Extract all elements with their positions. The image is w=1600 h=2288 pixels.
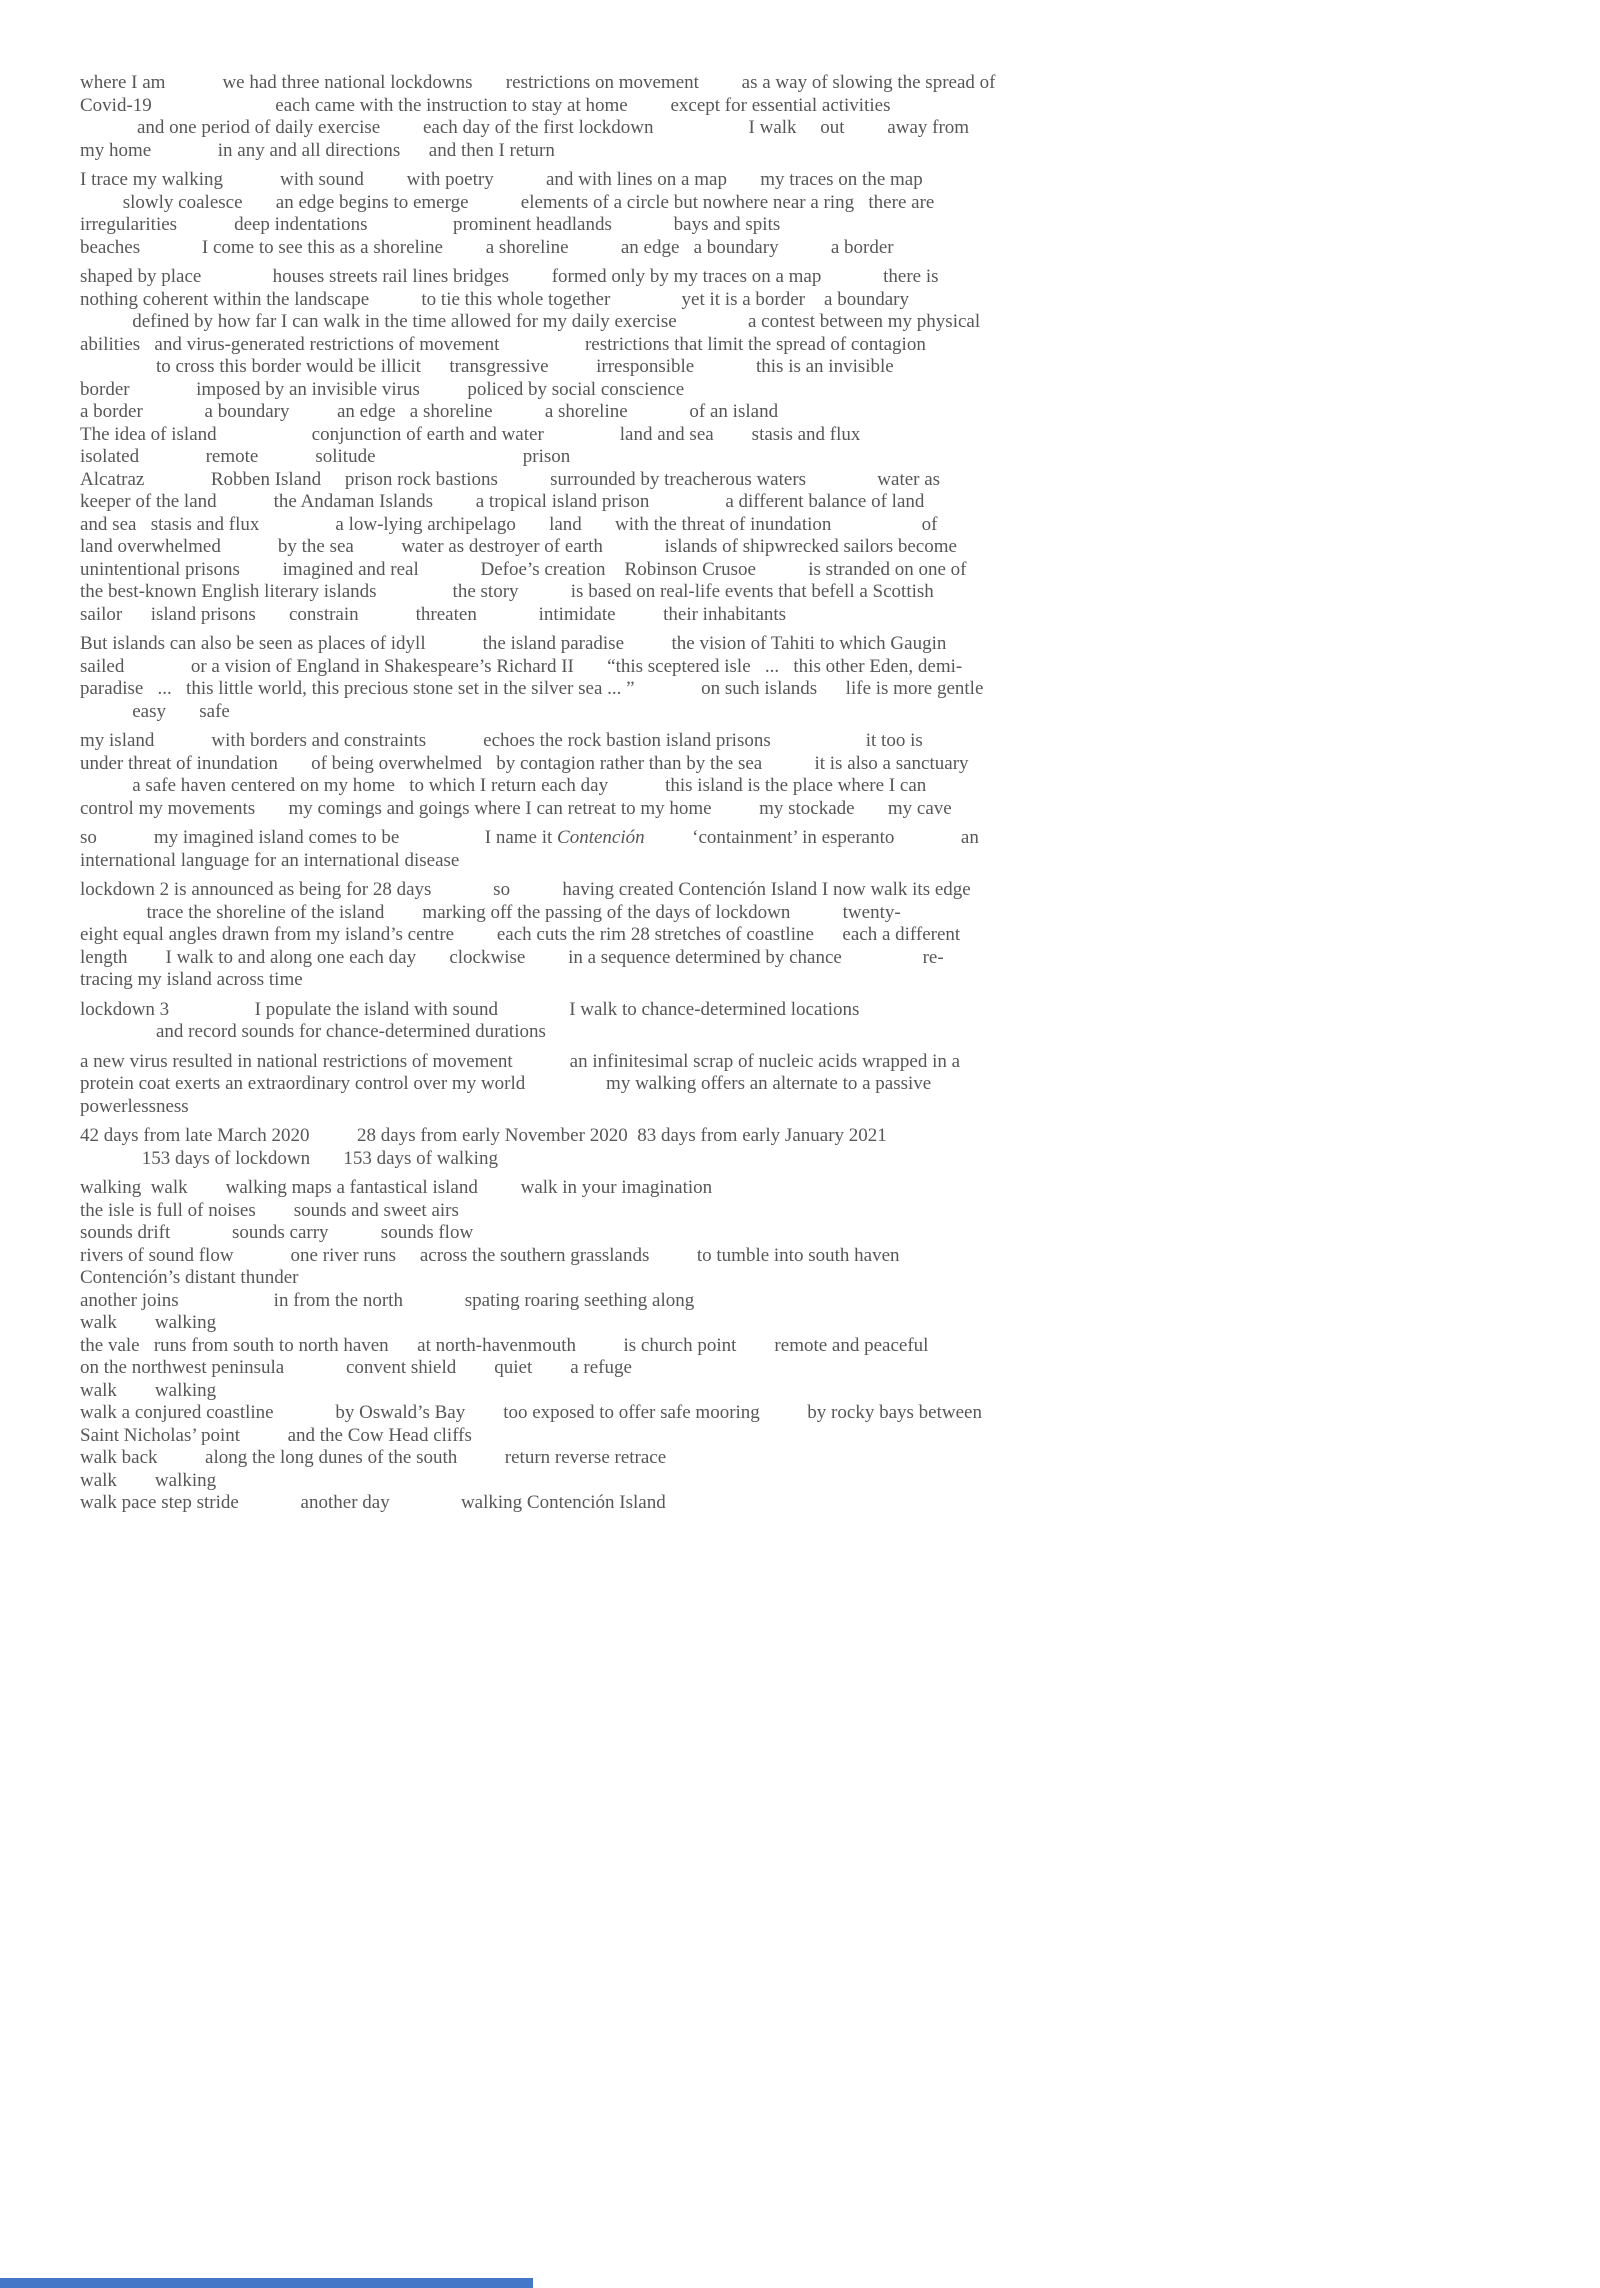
text-line: the best-known English literary islands the story is based on real-life events that befell a Scottish	[80, 581, 934, 602]
text-line: and one period of daily exercise each day of the first lockdown I walk out away from	[80, 117, 970, 138]
stanza-1	[80, 72, 1530, 162]
text-line: walk walking	[80, 1469, 217, 1491]
stanza-2	[80, 169, 1530, 259]
text-line: 153 days of lockdown 153 days of walking	[80, 1147, 498, 1169]
text-line: land overwhelmed by the sea water as destroyer of earth islands of shipwrecked sailors become	[80, 536, 957, 557]
text-line: defined by how far I can walk in the time allowed for my daily exercise a contest between my physical	[80, 311, 981, 332]
text-line: walk pace step stride another day walking Contención Island	[80, 1492, 666, 1513]
text-line: walk a conjured coastline by Oswald’s Bay too exposed to offer safe mooring by rocky bays between	[80, 1402, 982, 1423]
stanza-5	[80, 730, 1530, 820]
text-line: beaches I come to see this as a shoreline a shoreline an edge a boundary a border	[80, 236, 894, 258]
text-line: sounds drift sounds carry sounds flow	[80, 1222, 474, 1243]
text-line: where I am we had three national lockdowns restrictions on movement as a way of slowing the spread of	[80, 72, 996, 93]
text-line: control my movements my comings and goings where I can retreat to my home my stockade my cave	[80, 797, 952, 819]
text-line: lockdown 2 is announced as being for 28 days so having created Contención Island I now walk its edge	[80, 879, 971, 900]
text-line: irregularities deep indentations prominent headlands bays and spits	[80, 214, 781, 235]
text-line: But islands can also be seen as places of idyll the island paradise the vision of Tahiti to which Gaugin	[80, 633, 947, 654]
island-name-italic: Contención	[557, 827, 645, 848]
stanza-3	[80, 266, 1530, 626]
text-line: easy safe	[80, 700, 230, 722]
text-line: rivers of sound flow one river runs across the southern grasslands to tumble into south haven	[80, 1244, 900, 1266]
text-line: lockdown 3 I populate the island with sound I walk to chance-determined locations	[80, 998, 860, 1020]
text-line: Covid-19 each came with the instruction to stay at home except for essential activities	[80, 94, 891, 116]
stanza-9	[80, 1051, 1530, 1119]
text-line: under threat of inundation of being overwhelmed by contagion rather than by the sea it is also a sanctuary	[80, 752, 969, 774]
text-line: unintentional prisons imagined and real Defoe’s creation Robinson Crusoe is stranded on one of	[80, 558, 967, 580]
text-line: trace the shoreline of the island marking off the passing of the days of lockdown twenty-	[80, 901, 901, 923]
text-line: abilities and virus-generated restrictions of movement restrictions that limit the spread of contagion	[80, 333, 926, 355]
text-line: the vale runs from south to north haven at north-havenmouth is church point remote and peaceful	[80, 1334, 929, 1356]
text-line: to cross this border would be illicit transgressive irresponsible this is an invisible	[80, 356, 894, 377]
stanza-8	[80, 999, 1530, 1044]
text-line: the isle is full of noises sounds and sweet airs	[80, 1199, 459, 1221]
text-line: I trace my walking with sound with poetry and with lines on a map my traces on the map	[80, 169, 923, 190]
text-line: slowly coalesce an edge begins to emerge elements of a circle but nowhere near a ring there are	[80, 191, 935, 213]
text-segment: so my imagined island comes to be I name it	[80, 827, 558, 848]
text-line: The idea of island conjunction of earth and water land and sea stasis and flux	[80, 423, 861, 445]
text-line: shaped by place houses streets rail lines bridges formed only by my traces on a map there is	[80, 266, 939, 287]
text-line: another joins in from the north spating roaring seething along	[80, 1289, 695, 1311]
text-line: walking walk walking maps a fantastical island walk in your imagination	[80, 1177, 713, 1198]
text-line: and sea stasis and flux a low-lying archipelago land with the threat of inundation of	[80, 513, 938, 535]
text-line: a safe haven centered on my home to which I return each day this island is the place where I can	[80, 775, 927, 796]
text-line: nothing coherent within the landscape to tie this whole together yet it is a border a boundary	[80, 288, 909, 310]
text-line: sailor island prisons constrain threaten intimidate their inhabitants	[80, 603, 787, 625]
text-line: a border a boundary an edge a shoreline a shoreline of an island	[80, 401, 779, 422]
text-line: on the northwest peninsula convent shield quiet a refuge	[80, 1357, 632, 1378]
stanza-10	[80, 1125, 1530, 1170]
text-line: walk walking	[80, 1379, 217, 1401]
document-page	[80, 72, 1530, 1515]
text-line: sailed or a vision of England in Shakespeare’s Richard II “this sceptered isle ... this other Eden, demi-	[80, 655, 963, 677]
text-line: 42 days from late March 2020 28 days from early November 2020 83 days from early January 2021	[80, 1125, 887, 1146]
text-line: Contención’s distant thunder	[80, 1267, 299, 1288]
text-line: Alcatraz Robben Island prison rock bastions surrounded by treacherous waters water as	[80, 468, 941, 490]
text-line: tracing my island across time	[80, 969, 303, 990]
bottom-scrollbar[interactable]	[0, 2278, 533, 2288]
text-line: protein coat exerts an extraordinary control over my world my walking offers an alternate to a passive	[80, 1073, 932, 1094]
text-segment: ‘containment’ in esperanto an	[644, 827, 979, 848]
text-line: paradise ... this little world, this precious stone set in the silver sea ... ” on such islands life is more gentle	[80, 678, 984, 699]
text-line: my island with borders and constraints echoes the rock bastion island prisons it too is	[80, 730, 923, 751]
text-line: eight equal angles drawn from my island’s centre each cuts the rim 28 stretches of coastline each a different	[80, 924, 961, 945]
text-line: powerlessness	[80, 1095, 189, 1117]
text-line: length I walk to and along one each day clockwise in a sequence determined by chance re-	[80, 946, 944, 968]
text-line: and record sounds for chance-determined durations	[80, 1021, 546, 1042]
text-line: walk walking	[80, 1312, 217, 1333]
text-line: walk back along the long dunes of the south return reverse retrace	[80, 1447, 667, 1468]
text-line: international language for an international disease	[80, 849, 460, 871]
text-line: Saint Nicholas’ point and the Cow Head cliffs	[80, 1424, 472, 1446]
text-line: a new virus resulted in national restrictions of movement an infinitesimal scrap of nucleic acids wrapped in a	[80, 1050, 961, 1072]
stanza-4	[80, 633, 1530, 723]
stanza-11	[80, 1177, 1530, 1515]
stanza-7	[80, 879, 1530, 992]
text-line: my home in any and all directions and then I return	[80, 139, 555, 161]
text-line: isolated remote solitude prison	[80, 446, 571, 467]
stanza-6	[80, 827, 1530, 872]
text-line	[80, 827, 1530, 850]
text-line: keeper of the land the Andaman Islands a tropical island prison a different balance of land	[80, 491, 925, 512]
text-line: border imposed by an invisible virus policed by social conscience	[80, 378, 685, 400]
